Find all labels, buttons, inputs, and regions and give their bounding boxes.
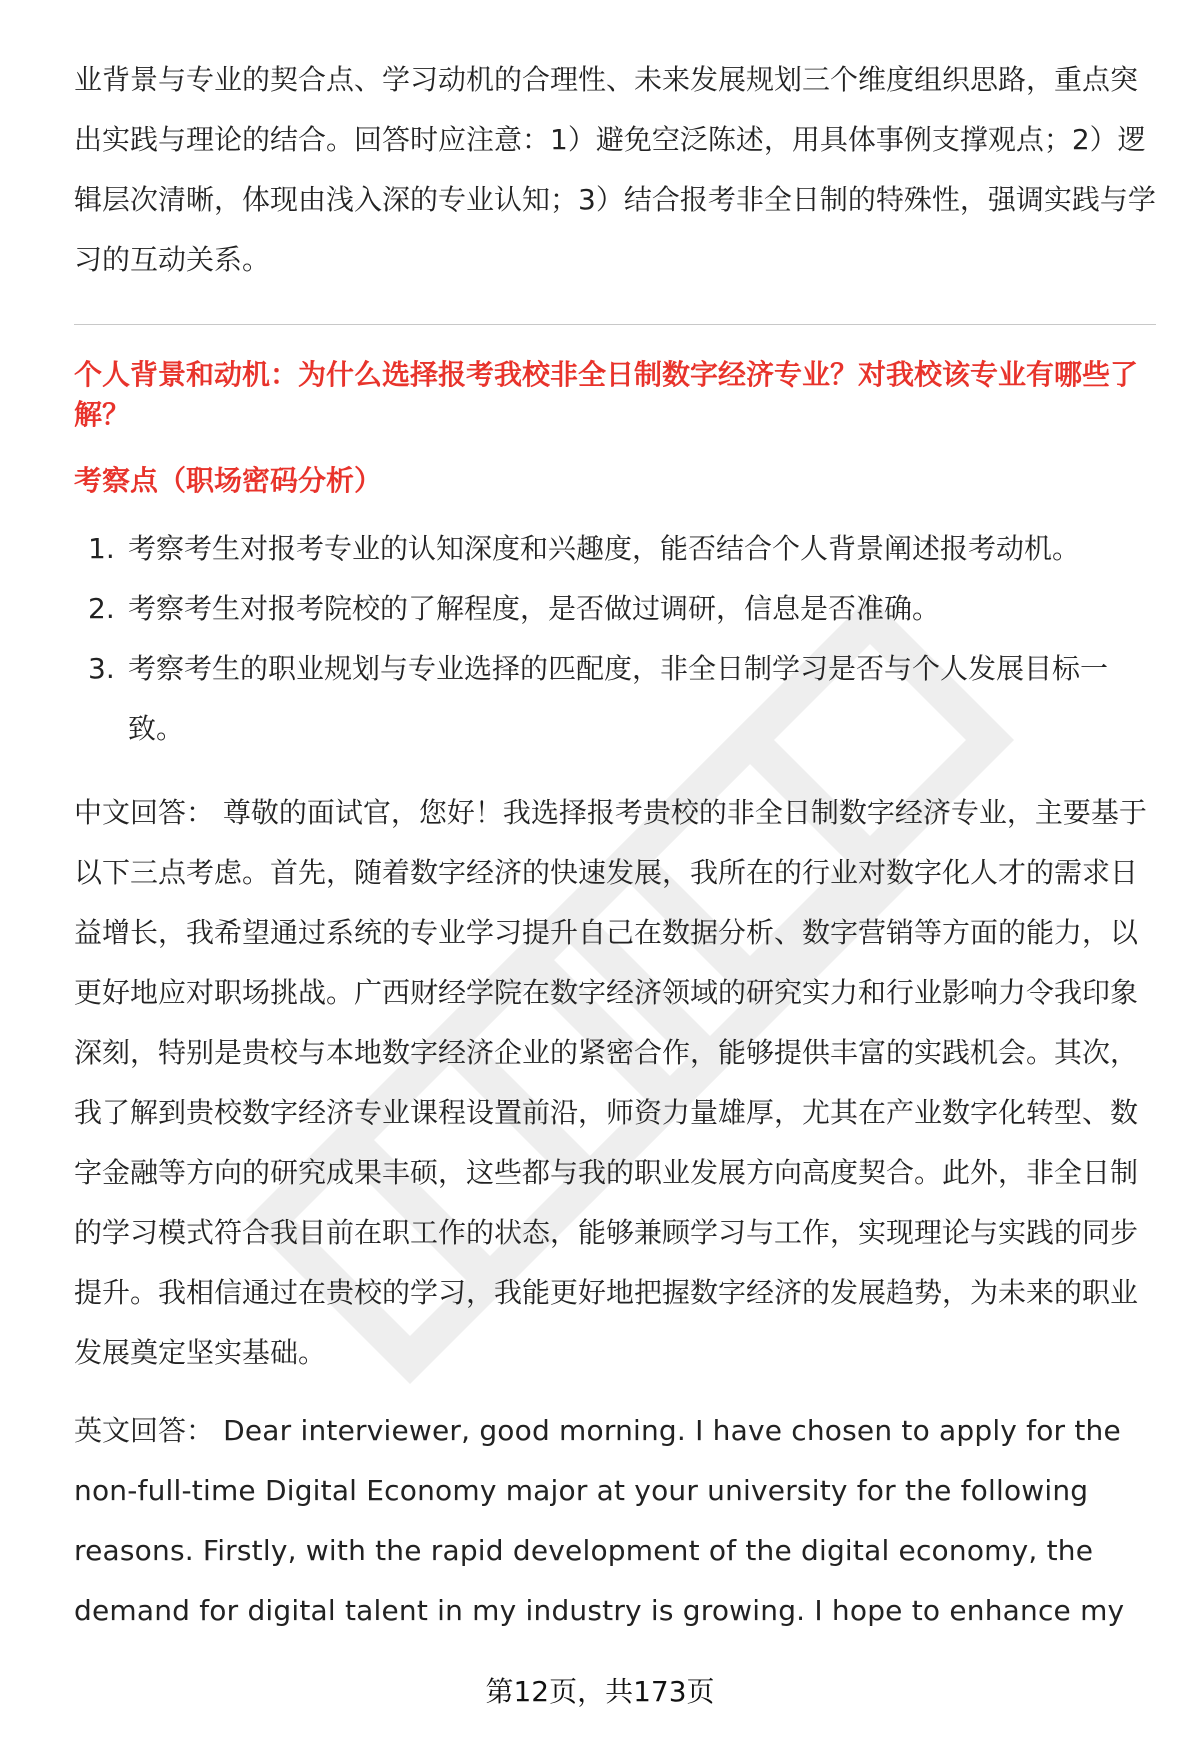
answer-english-text: Dear interviewer, good morning. I have chosen to apply for the non-full-time Digital Economy major at your university for the following reasons. Firstly, with the rapid development of the digital economy, the demand for digital talent in my industry is growing. I hope to enhance my <box>74 1414 1125 1627</box>
page-number: 第12页，共173页 <box>485 1675 715 1708</box>
list-item <box>74 579 1156 639</box>
document-page <box>74 50 1156 1641</box>
list-item-number: 3. <box>88 652 115 685</box>
list-item <box>74 639 1156 759</box>
question-title: 个人背景和动机：为什么选择报考我校非全日制数字经济专业？对我校该专业有哪些了解？ <box>74 358 1139 431</box>
answer-chinese <box>74 783 1156 1383</box>
assessment-heading: 考察点（职场密码分析） <box>74 464 383 497</box>
section-divider <box>74 324 1156 325</box>
list-item-number: 1. <box>88 532 115 565</box>
intro-paragraph: 业背景与专业的契合点、学习动机的合理性、未来发展规划三个维度组织思路，重点突出实践与理论的结合。回答时应注意：1）避免空泛陈述，用具体事例支撑观点；2）逻辑层次清晰，体现由浅入深的专业认知；3）结合报考非全日制的特殊性，强调实践与学习的互动关系。 <box>74 63 1156 276</box>
list-item-text: 考察考生对报考专业的认知深度和兴趣度，能否结合个人背景阐述报考动机。 <box>128 532 1081 565</box>
answer-chinese-text: 尊敬的面试官，您好！我选择报考贵校的非全日制数字经济专业，主要基于以下三点考虑。首先，随着数字经济的快速发展，我所在的行业对数字化人才的需求日益增长，我希望通过系统的专业学习提升自己在数据分析、数字营销等方面的能力，以更好地应对职场挑战。广西财经学院在数字经济领域的研究实力和行业影响力令我印象深刻，特别是贵校与本地数字经济企业的紧密合作，能够提供丰富的实践机会。其次，我了解到贵校数字经济专业课程设置前沿，师资力量雄厚，尤其在产业数字化转型、数字金融等方向的研究成果丰硕，这些都与我的职业发展方向高度契合。此外，非全日制的学习模式符合我目前在职工作的状态，能够兼顾学习与工作，实现理论与实践的同步提升。我相信通过在贵校的学习，我能更好地把握数字经济的发展趋势，为未来的职业发展奠定坚实基础。 <box>74 796 1147 1369</box>
assessment-list <box>74 519 1156 759</box>
list-item-text: 考察考生对报考院校的了解程度，是否做过调研，信息是否准确。 <box>128 592 941 625</box>
list-item-text: 考察考生的职业规划与专业选择的匹配度，非全日制学习是否与个人发展目标一致。 <box>128 652 1109 745</box>
answer-english-label: 英文回答： <box>74 1414 215 1447</box>
list-item-number: 2. <box>88 592 115 625</box>
answer-chinese-label: 中文回答： <box>74 796 215 829</box>
list-item <box>74 519 1156 579</box>
answer-english <box>74 1401 1156 1641</box>
